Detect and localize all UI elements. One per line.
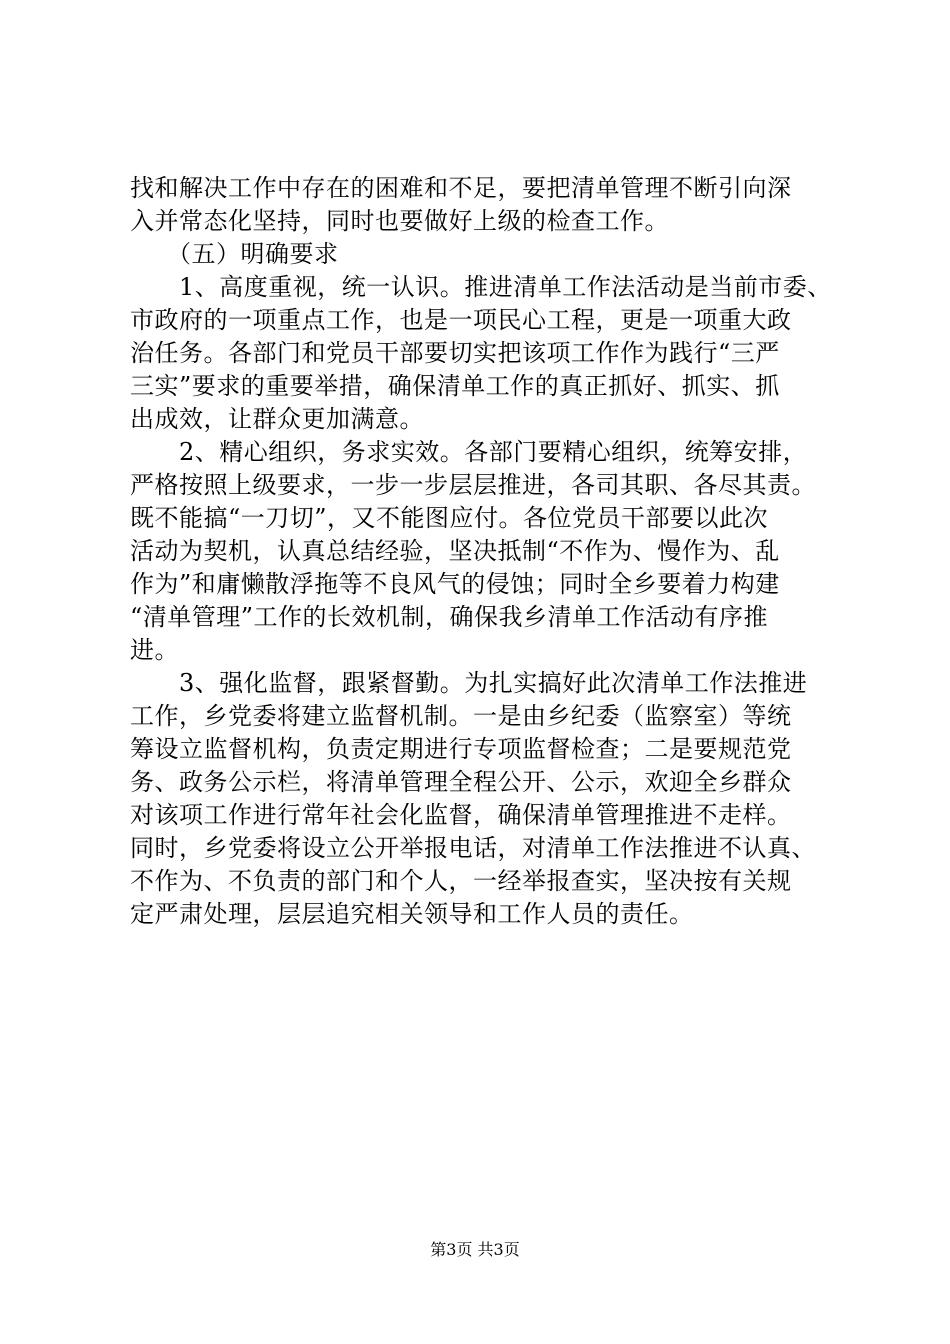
text-line: 严格按照上级要求，一步一步层层推进，各司其职、各尽其责。 <box>130 471 816 499</box>
text-line: 作为”和庸懒散浮拖等不良风气的侵蚀；同时全乡要着力构建 <box>130 570 780 598</box>
text-line: 同时，乡党委将设立公开举报电话，对清单工作法推进不认真、 <box>130 834 816 862</box>
page-number: 第3页 共3页 <box>430 1240 520 1259</box>
text-line: 3、强化监督，跟紧督勤。为扎实搞好此次清单工作法推进 <box>130 669 808 697</box>
text-line: 进。 <box>130 636 179 664</box>
text-line: 市政府的一项重点工作，也是一项民心工程，更是一项重大政 <box>130 306 792 334</box>
text-line: 工作，乡党委将建立监督机制。一是由乡纪委（监察室）等统 <box>130 702 792 730</box>
text-line: 三实”要求的重要举措，确保清单工作的真正抓好、抓实、抓 <box>130 372 780 400</box>
section-heading: （五）明确要求 <box>130 240 339 268</box>
text-line: “清单管理”工作的长效机制，确保我乡清单工作活动有序推 <box>130 603 769 631</box>
text-line: 既不能搞“一刀切”，又不能图应付。各位党员干部要以此次 <box>130 504 769 532</box>
text-line: 找和解决工作中存在的困难和不足，要把清单管理不断引向深 <box>130 174 792 202</box>
text-line: 对该项工作进行常年社会化监督，确保清单管理推进不走样。 <box>130 801 792 829</box>
text-line: 2、精心组织，务求实效。各部门要精心组织，统筹安排， <box>130 438 808 466</box>
text-line: 出成效，让群众更加满意。 <box>130 405 424 433</box>
text-line: 筹设立监督机构，负责定期进行专项监督检查；二是要规范党 <box>130 735 792 763</box>
text-line: 治任务。各部门和党员干部要切实把该项工作作为践行“三严 <box>130 339 780 367</box>
text-line: 务、政务公示栏，将清单管理全程公开、公示，欢迎全乡群众 <box>130 768 792 796</box>
document-body <box>130 172 830 931</box>
page-footer <box>0 1240 950 1260</box>
text-line: 1、高度重视，统一认识。推进清单工作法活动是当前市委、 <box>130 273 832 301</box>
text-line: 入并常态化坚持，同时也要做好上级的检查工作。 <box>130 207 669 235</box>
text-line: 不作为、不负责的部门和个人，一经举报查实，坚决按有关规 <box>130 867 792 895</box>
text-line: 定严肃处理，层层追究相关领导和工作人员的责任。 <box>130 900 694 928</box>
text-line: 活动为契机，认真总结经验，坚决抵制“不作为、慢作为、乱 <box>130 537 780 565</box>
